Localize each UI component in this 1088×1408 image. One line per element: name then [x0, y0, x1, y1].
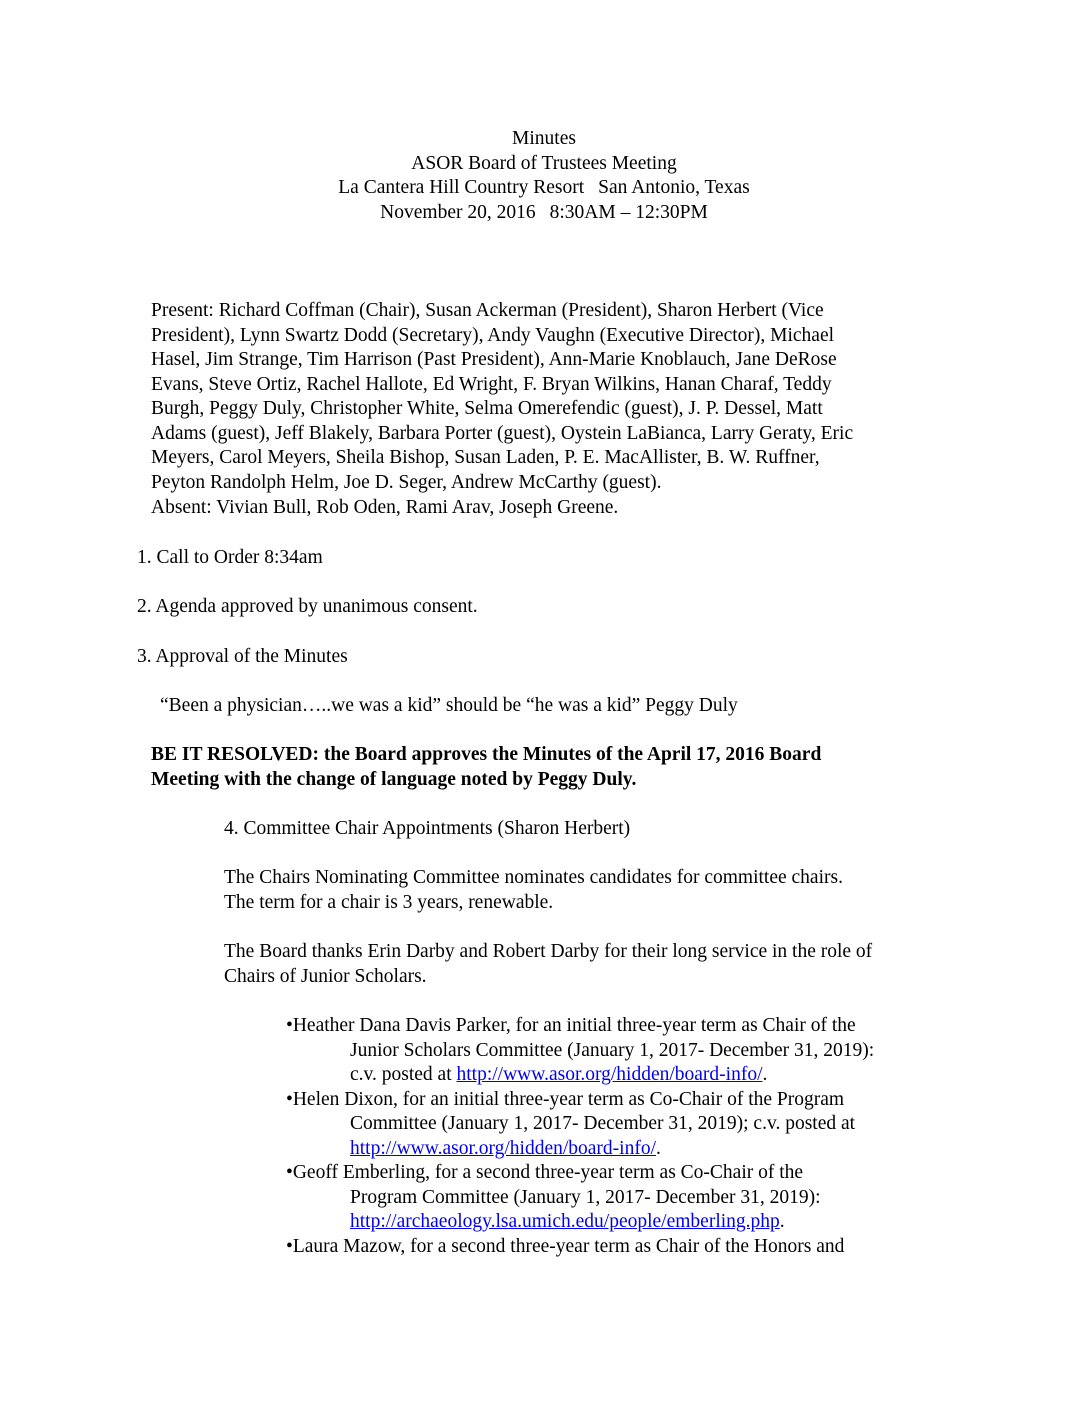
present-line: Burgh, Peggy Duly, Christopher White, Selma Omerefendic (guest), J. P. Dessel, Matt: [151, 398, 823, 419]
thanks-paragraph: [224, 940, 944, 989]
list-item: [286, 1088, 936, 1162]
location-city: San Antonio, Texas: [598, 177, 750, 198]
paragraph-line: The Board thanks Erin Darby and Robert Darby for their long service in the role of: [224, 941, 873, 962]
list-item-line: [286, 1063, 936, 1088]
doc-location: [0, 176, 1088, 201]
list-item-line: Junior Scholars Committee (January 1, 2017- December 31, 2019):: [350, 1039, 875, 1061]
list-item-line: [286, 1137, 936, 1162]
document-header: [0, 127, 1088, 225]
paragraph-line: The Chairs Nominating Committee nominates candidates for committee chairs.: [224, 867, 843, 888]
present-line: Hasel, Jim Strange, Tim Harrison (Past President), Ann-Marie Knoblauch, Jane DeRose: [151, 349, 837, 370]
agenda-item-call-to-order: 1. Call to Order 8:34am: [137, 547, 323, 568]
agenda-item-approval-minutes: 3. Approval of the Minutes: [137, 646, 348, 667]
present-line: Present: Richard Coffman (Chair), Susan Ackerman (President), Sharon Herbert (Vice: [151, 300, 824, 321]
link-suffix: .: [762, 1064, 768, 1085]
list-item-line: [286, 1210, 936, 1235]
list-item-line: •Helen Dixon, for an initial three-year term as Co-Chair of the Program: [286, 1088, 845, 1110]
list-item-line: •Laura Mazow, for a second three-year term as Chair of the Honors and: [286, 1235, 845, 1257]
list-item-line: Committee (January 1, 2017- December 31, 2019); c.v. posted at: [350, 1113, 856, 1134]
present-line: Evans, Steve Ortiz, Rachel Hallote, Ed Wright, F. Bryan Wilkins, Hanan Charaf, Teddy: [151, 373, 832, 395]
agenda-item-committee-chairs: 4. Committee Chair Appointments (Sharon Herbert): [224, 818, 631, 839]
link-suffix: .: [779, 1211, 785, 1232]
doc-subtitle: ASOR Board of Trustees Meeting: [411, 152, 677, 174]
doc-title: Minutes: [512, 128, 576, 149]
meeting-date: November 20, 2016: [380, 201, 536, 223]
link-suffix: .: [656, 1137, 661, 1159]
nominating-paragraph: [224, 866, 944, 915]
present-line: Peyton Randolph Helm, Joe D. Seger, Andrew McCarthy (guest).: [151, 471, 662, 493]
resolution-line: Meeting with the change of language noted by Peggy Duly.: [151, 768, 637, 790]
present-line: President), Lynn Swartz Dodd (Secretary), Andy Vaughn (Executive Director), Michael: [151, 324, 835, 346]
present-line: Adams (guest), Jeff Blakely, Barbara Porter (guest), Oystein LaBianca, Larry Geraty, Eric: [151, 422, 854, 444]
list-item-line: •Heather Dana Davis Parker, for an initial three-year term as Chair of the: [286, 1015, 856, 1036]
list-item: [286, 1014, 936, 1088]
paragraph-line: Chairs of Junior Scholars.: [224, 965, 427, 987]
list-item: [286, 1235, 936, 1260]
attendees-absent: Absent: Vivian Bull, Rob Oden, Rami Arav, Joseph Greene.: [151, 497, 619, 518]
list-item-line: •Geoff Emberling, for a second three-year term as Co-Chair of the: [286, 1162, 804, 1183]
cv-prefix: c.v. posted at: [350, 1064, 457, 1085]
agenda-item-agenda-approved: 2. Agenda approved by unanimous consent.: [137, 596, 478, 617]
list-item-line: Program Committee (January 1, 2017- December 31, 2019):: [350, 1186, 821, 1208]
emberling-profile-link[interactable]: http://archaeology.lsa.umich.edu/people/emberling.php: [350, 1211, 780, 1232]
appointment-list: [286, 1014, 936, 1259]
board-info-link[interactable]: http://www.asor.org/hidden/board-info/: [350, 1137, 657, 1159]
resolution-line: BE IT RESOLVED: the Board approves the Minutes of the April 17, 2016 Board: [151, 744, 822, 765]
location-venue: La Cantera Hill Country Resort: [338, 177, 585, 198]
meeting-time: 8:30AM – 12:30PM: [549, 201, 708, 223]
minutes-correction-quote: “Been a physician…..we was a kid” should be “he was a kid” Peggy Duly: [160, 695, 738, 716]
present-line: Meyers, Carol Meyers, Sheila Bishop, Susan Laden, P. E. MacAllister, B. W. Ruffner,: [151, 447, 820, 468]
list-item: [286, 1161, 936, 1235]
resolution: [151, 743, 931, 792]
doc-datetime: [0, 201, 1088, 226]
board-info-link[interactable]: http://www.asor.org/hidden/board-info/: [456, 1064, 763, 1085]
paragraph-line: The term for a chair is 3 years, renewable.: [224, 891, 554, 913]
attendees-present: [151, 299, 941, 495]
